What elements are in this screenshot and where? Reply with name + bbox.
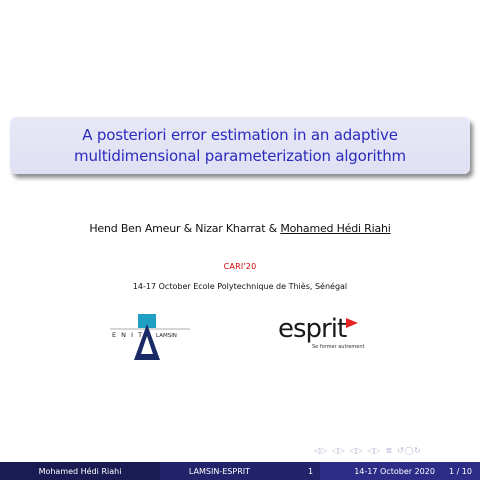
- coauthors-text: Hend Ben Ameur & Nizar Kharrat &: [89, 222, 281, 235]
- nav-frame-icon[interactable]: ◁ ▷: [314, 445, 326, 455]
- nav-subsection-icon[interactable]: ◁ ▷: [331, 445, 344, 455]
- footer-date: [320, 462, 480, 480]
- title-line-1: A posteriori error estimation in an adaptive: [82, 125, 398, 144]
- footer-bar: [0, 462, 480, 480]
- footer-author-text: Mohamed Hédi Riahi: [38, 466, 122, 476]
- title-box: [10, 117, 470, 174]
- footer-author: [0, 462, 160, 480]
- footer-institution: [160, 462, 320, 480]
- footer-institution-text: LAMSIN-ESPRIT: [188, 466, 250, 476]
- footer-page-counter: 1 / 10: [448, 466, 472, 476]
- esprit-tagline: Se former autrement: [312, 344, 365, 350]
- nav-search-icon[interactable]: ↺ ◯ ↻: [397, 445, 420, 455]
- nav-section-icon[interactable]: ◁ ▷: [349, 445, 362, 455]
- nav-appendix-icon[interactable]: ≣: [385, 445, 392, 455]
- footer-date-text: 14-17 October 2020: [354, 466, 435, 476]
- nav-slide-icon[interactable]: ◁ ▷: [367, 445, 380, 455]
- venue-line: 14-17 October Ecole Polytechnique de Thiès, Sénégal: [132, 282, 348, 291]
- lamsin-label: LAMSIN: [156, 333, 177, 339]
- esprit-arrow-icon: [346, 318, 358, 328]
- enit-letters: E N I T: [112, 331, 144, 339]
- conference-name: CARI'20: [223, 262, 257, 271]
- authors: [0, 222, 480, 235]
- title-line-2: multidimensional parameterization algorithm: [74, 146, 406, 165]
- footer-page-left: 1: [308, 466, 314, 476]
- beamer-navigation: [314, 444, 474, 456]
- esprit-logo: [278, 312, 368, 354]
- esprit-wordmark: esprit: [278, 314, 347, 344]
- enit-lamsin-logo: [110, 314, 190, 360]
- presenter-name: Mohamed Hédi Riahi: [280, 222, 391, 235]
